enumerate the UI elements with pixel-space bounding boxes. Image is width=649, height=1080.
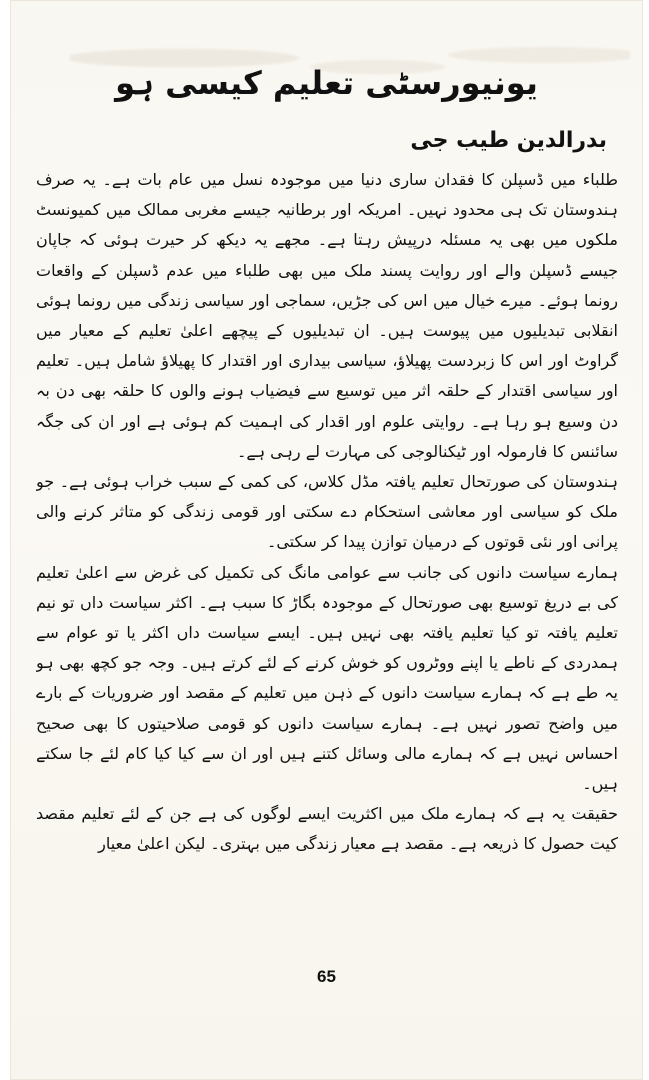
paragraph-1: طلباء میں ڈسپلن کا فقدان ساری دنیا میں موجودہ نسل میں عام بات ہے۔ یہ صرف ہندوستان تک ہی محدود نہیں۔ امریکہ اور برطانیہ جیسے مغربی ممالک میں کمیونسٹ ملکوں میں بھی یہ مسئلہ درپیش رہتا ہے۔ مجھے یہ دیکھ کر حیرت ہوئی کہ جاپان جیسے ڈسپلن والے اور روایت پسند ملک میں بھی طلباء میں عدم ڈسپلن کے واقعات رونما ہوئے۔ میرے خیال میں اس کی جڑیں، سماجی اور سیاسی زندگی میں رونما ہوئی انقلابی تبدیلیوں میں پیوست ہیں۔ ان تبدیلیوں کے پیچھے اعلیٰ تعلیم کے معیار میں گراوٹ اور اس کا زبردست پھیلاؤ، سیاسی بیداری اور اقتدار کا پھیلاؤ شامل ہیں۔ تعلیم اور سیاسی اقتدار کے حلقہ اثر میں توسیع سے فیضیاب ہونے والوں کا حلقہ بھی دن بہ دن وسیع ہو رہا ہے۔ روایتی علوم اور اقدار کی اہمیت کم ہوئی ہے اور ان کی جگہ سائنس کا فارمولہ اور ٹیکنالوجی کی مہارت لے رہی ہے۔: [36, 170, 618, 461]
paragraph-2: ہندوستان کی صورتحال تعلیم یافتہ مڈل کلاس، کی کمی کے سبب خراب ہوئی ہے۔ جو ملک کو سیاسی اور معاشی استحکام دے سکتی اور قومی زندگی کو متاثر کرنے والی پرانی اور نئی قوتوں کے درمیان توازن پیدا کر سکتی۔: [36, 472, 618, 552]
paragraph-4: حقیقت یہ ہے کہ ہمارے ملک میں اکثریت ایسے لوگوں کی ہے جن کے لئے تعلیم مقصد کیت حصول کا ذریعہ ہے۔ مقصد ہے معیار زندگی میں بہتری۔ لیکن اعلیٰ معیار: [36, 804, 618, 854]
book-page: [10, 0, 643, 1080]
page-number: 65: [317, 967, 336, 986]
page-title: یونیورسٹی تعلیم کیسی ہو: [115, 64, 538, 102]
paragraph-3: ہمارے سیاست دانوں کی جانب سے عوامی مانگ کی تکمیل کی غرض سے اعلیٰ تعلیم کی بے دریغ توسیع بھی صورتحال کے موجودہ بگاڑ کا سبب ہے۔ اکثر سیاست داں تو نیم تعلیم یافتہ تو کیا تعلیم یافتہ بھی نہیں ہیں۔ ایسے سیاست داں اکثر یا تو عوام سے ہمدردی کے ناطے یا اپنے ووٹروں کو خوش کرنے کے لئے کرتے ہیں۔ وجہ جو کچھ بھی ہو یہ طے ہے کہ ہمارے سیاست دانوں کے ذہن میں تعلیم کے مقصد اور ضروریات کے بارے میں واضح تصور نہیں ہے۔ ہمارے سیاست دانوں کو قومی صلاحیتوں کا بھی صحیح احساس نہیں ہے کہ ہمارے مالی وسائل کتنے ہیں اور ان سے کیا کیا کام لئے جا سکتے ہیں۔: [36, 562, 618, 794]
article-body: [36, 165, 618, 947]
author-name: بدرالدین طیب جی: [410, 128, 607, 153]
